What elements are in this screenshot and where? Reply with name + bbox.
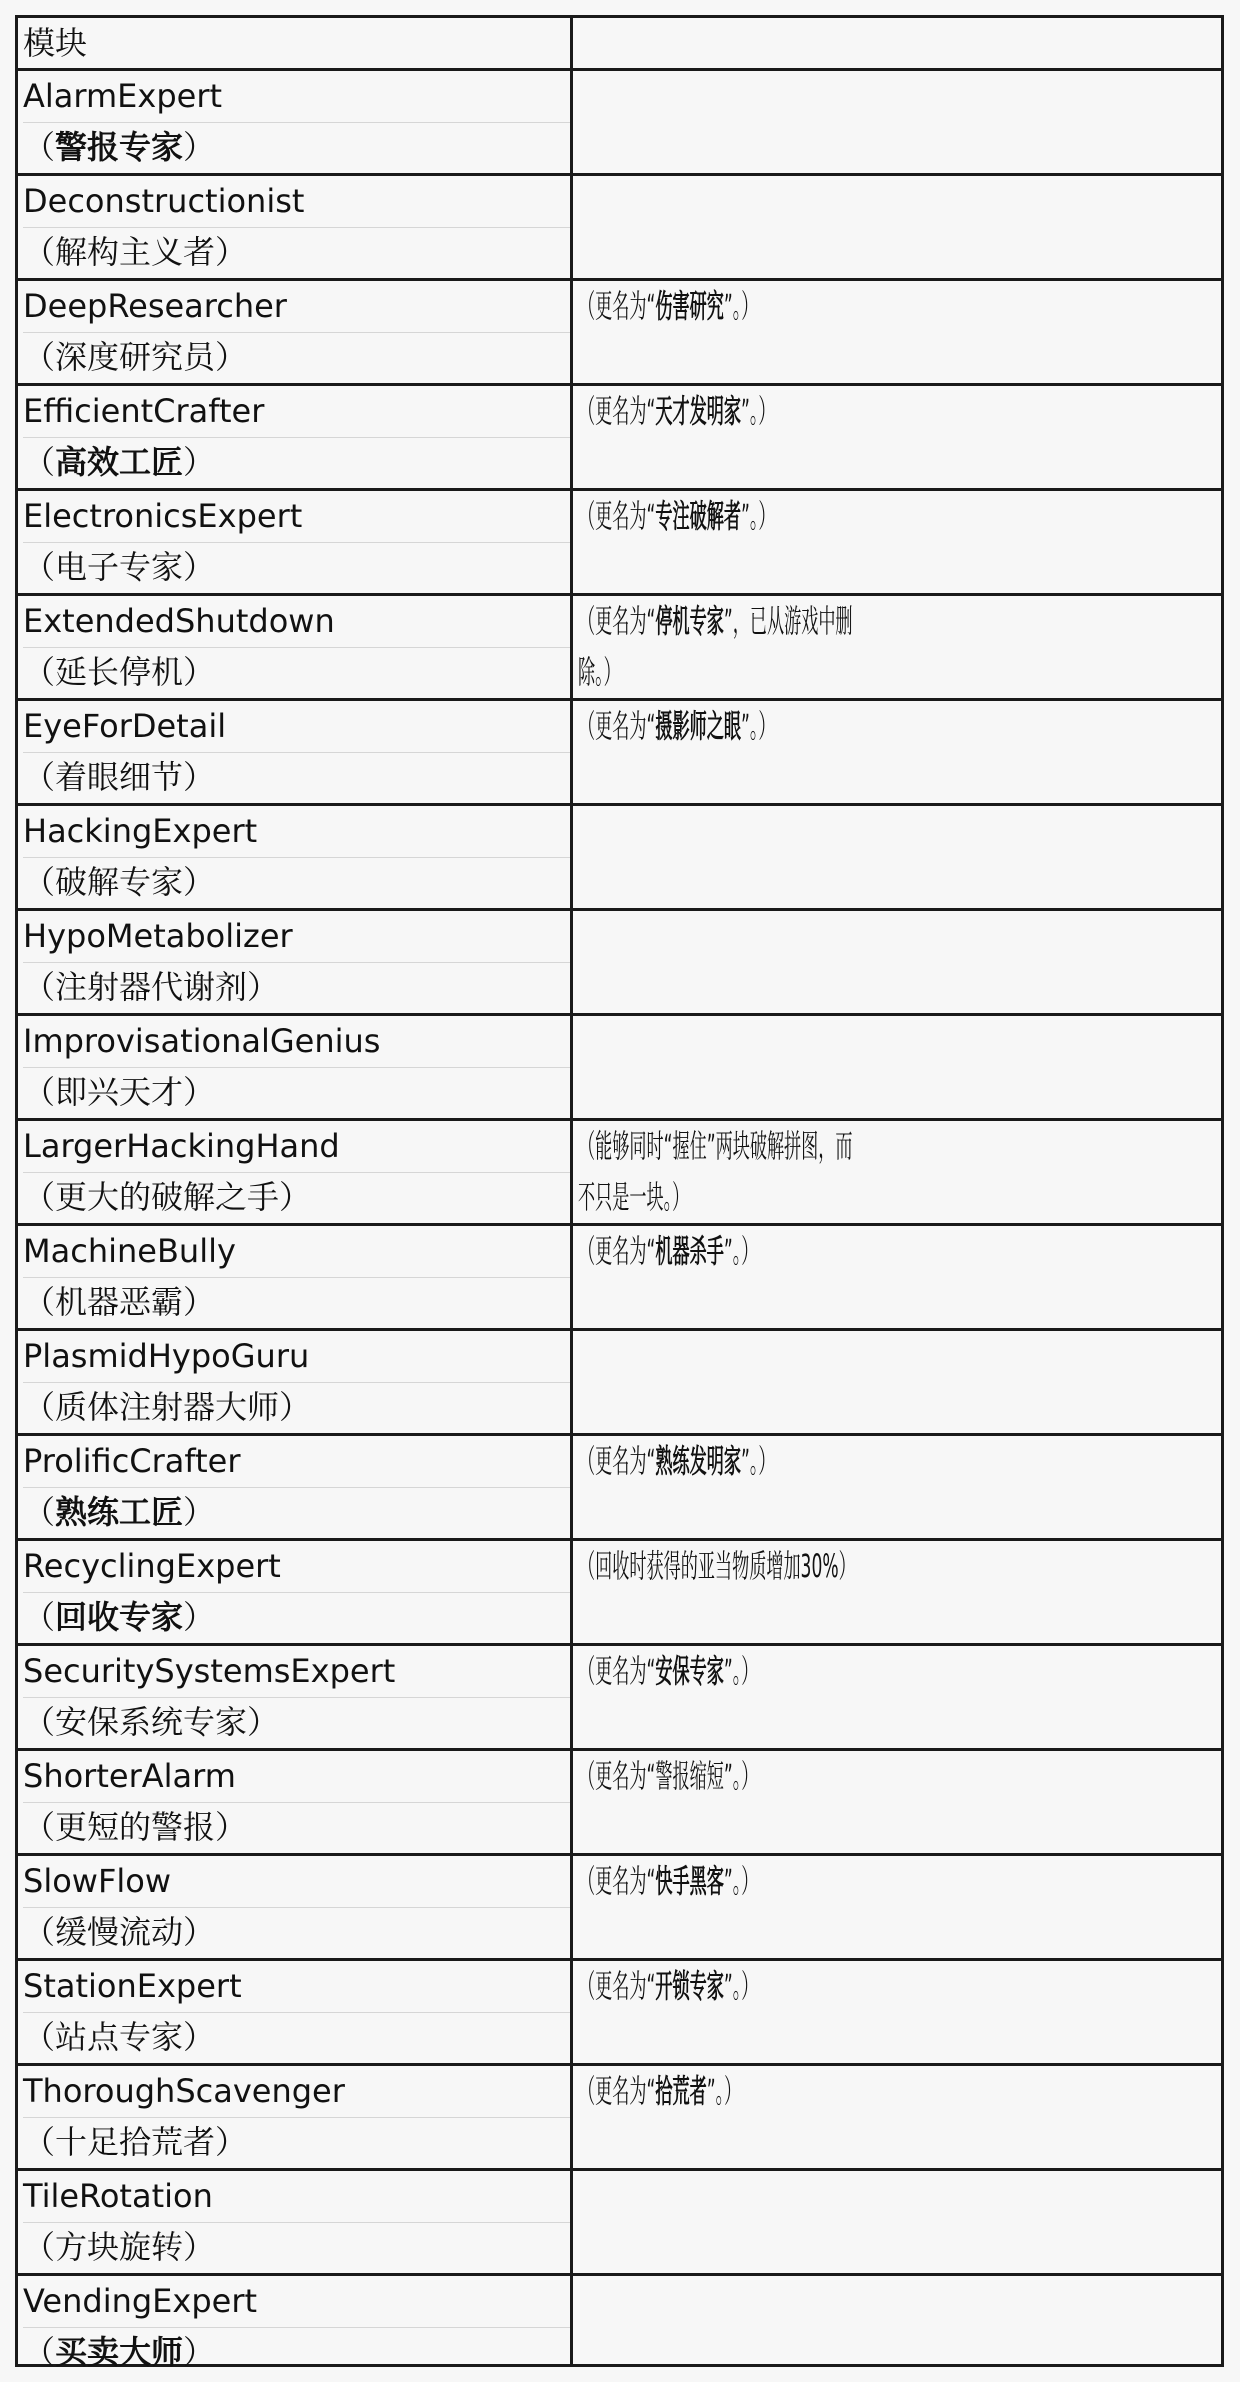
module-chinese-name xyxy=(23,647,570,698)
module-english-name: ExtendedShutdown xyxy=(23,596,570,648)
note-line-1 xyxy=(578,596,1225,647)
module-chinese-name xyxy=(23,857,570,908)
module-english-name: ElectronicsExpert xyxy=(23,491,570,543)
module-cell xyxy=(18,2066,570,2168)
module-cell xyxy=(18,701,570,803)
chinese-name-post: ） xyxy=(183,443,216,481)
note-pre: （更名为“ xyxy=(578,1232,656,1270)
table-row xyxy=(18,1118,1221,1223)
note-text xyxy=(578,491,1225,542)
module-english-name: DeepResearcher xyxy=(23,281,570,333)
table-row xyxy=(18,1853,1221,1958)
header-cell-module xyxy=(18,18,570,68)
module-english-name: TileRotation xyxy=(23,2171,570,2223)
note-pre: （能够同时“握住”两块破解拼图，而 xyxy=(578,1127,853,1165)
module-cell xyxy=(18,491,570,593)
chinese-name-pre: （更短的警报） xyxy=(23,1808,248,1846)
module-cell xyxy=(18,1856,570,1958)
module-english-name: RecyclingExpert xyxy=(23,1541,570,1593)
note-cell xyxy=(573,386,1221,488)
chinese-name-post: ） xyxy=(183,128,216,166)
note-post: ”。） xyxy=(723,1862,759,1900)
chinese-name-pre: （深度研究员） xyxy=(23,338,248,376)
note-text xyxy=(578,386,1225,437)
module-cell xyxy=(18,2276,570,2378)
module-cell xyxy=(18,1226,570,1328)
note-cell xyxy=(573,1436,1221,1538)
note-cell xyxy=(573,2066,1221,2168)
table-row xyxy=(18,383,1221,488)
note-text xyxy=(578,1436,1225,1487)
note-cell xyxy=(573,2276,1221,2378)
note-cell xyxy=(573,1751,1221,1853)
note-cell xyxy=(573,2171,1221,2273)
module-english-name: LargerHackingHand xyxy=(23,1121,570,1173)
module-english-name: ImprovisationalGenius xyxy=(23,1016,570,1068)
table-row xyxy=(18,1433,1221,1538)
module-english-name: PlasmidHypoGuru xyxy=(23,1331,570,1383)
note-text xyxy=(578,1646,1225,1697)
note-line-1 xyxy=(578,2066,1225,2117)
module-english-name: ThoroughScavenger xyxy=(23,2066,570,2118)
note-cell xyxy=(573,806,1221,908)
module-chinese-name xyxy=(23,437,570,488)
note-pre: （更名为“ xyxy=(578,1862,656,1900)
note-cell xyxy=(573,701,1221,803)
module-english-name: EfficientCrafter xyxy=(23,386,570,438)
table-row xyxy=(18,2273,1221,2378)
table-row xyxy=(18,1538,1221,1643)
note-bold: 机器杀手 xyxy=(655,1232,724,1270)
note-cell xyxy=(573,1226,1221,1328)
note-pre: （更名为“ xyxy=(578,707,656,745)
module-chinese-name xyxy=(23,1592,570,1643)
module-english-name: HypoMetabolizer xyxy=(23,911,570,963)
chinese-name-pre: （方块旋转） xyxy=(23,2228,216,2266)
note-text xyxy=(578,1856,1225,1907)
chinese-name-bold: 熟练工匠 xyxy=(55,1493,184,1531)
chinese-name-pre: （即兴天才） xyxy=(23,1073,216,1111)
module-cell xyxy=(18,1436,570,1538)
module-chinese-name xyxy=(23,2222,570,2273)
chinese-name-post: ） xyxy=(183,1493,216,1531)
note-pre: （更名为“警报缩短”。） xyxy=(578,1757,759,1795)
chinese-name-pre: （机器恶霸） xyxy=(23,1283,216,1321)
note-pre: （更名为“ xyxy=(578,1652,656,1690)
table-row xyxy=(18,1748,1221,1853)
note-cell xyxy=(573,491,1221,593)
note-cell xyxy=(573,1331,1221,1433)
chinese-name-pre: （延长停机） xyxy=(23,653,216,691)
header-notes-label xyxy=(578,18,1221,68)
table-row xyxy=(18,68,1221,173)
note-text xyxy=(578,1121,1225,1223)
module-english-name: EyeForDetail xyxy=(23,701,570,753)
table-row xyxy=(18,278,1221,383)
module-english-name: HackingExpert xyxy=(23,806,570,858)
note-bold: 拾荒者 xyxy=(655,2072,707,2110)
module-cell xyxy=(18,386,570,488)
chinese-name-bold: 高效工匠 xyxy=(55,443,184,481)
module-chinese-name xyxy=(23,332,570,383)
note-line-1 xyxy=(578,1751,1225,1802)
module-cell xyxy=(18,1646,570,1748)
note-pre: （回收时获得的亚当物质增加30%） xyxy=(578,1547,856,1585)
note-bold: 停机专家 xyxy=(655,602,724,640)
module-chinese-name xyxy=(23,752,570,803)
note-bold: 摄影师之眼 xyxy=(655,707,741,745)
chinese-name-post: ） xyxy=(183,2333,216,2371)
module-cell xyxy=(18,806,570,908)
note-cell xyxy=(573,71,1221,173)
note-line-1 xyxy=(578,1226,1225,1277)
module-cell xyxy=(18,1016,570,1118)
note-text xyxy=(578,1961,1225,2012)
module-chinese-name xyxy=(23,962,570,1013)
note-pre: （更名为“ xyxy=(578,392,656,430)
table-row xyxy=(18,173,1221,278)
note-text xyxy=(578,1751,1225,1802)
module-chinese-name xyxy=(23,542,570,593)
module-cell xyxy=(18,176,570,278)
module-chinese-name xyxy=(23,1382,570,1433)
module-chinese-name xyxy=(23,1172,570,1223)
note-pre: （更名为“ xyxy=(578,1442,656,1480)
note-text xyxy=(578,701,1225,752)
note-line-1 xyxy=(578,1961,1225,2012)
note-post: ”。） xyxy=(723,1232,759,1270)
module-cell xyxy=(18,2171,570,2273)
note-post: ”。） xyxy=(723,1652,759,1690)
chinese-name-pre: （ xyxy=(23,128,56,166)
note-line-1 xyxy=(578,1541,1225,1592)
chinese-name-pre: （质体注射器大师） xyxy=(23,1388,312,1426)
note-bold: 熟练发明家 xyxy=(655,1442,741,1480)
note-post: ”，已从游戏中删 xyxy=(723,602,853,640)
note-line-1 xyxy=(578,1436,1225,1487)
module-chinese-name xyxy=(23,1697,570,1748)
note-text xyxy=(578,1541,1225,1592)
module-english-name: SecuritySystemsExpert xyxy=(23,1646,570,1698)
module-chinese-name xyxy=(23,2012,570,2063)
note-line-1 xyxy=(578,386,1225,437)
module-english-name: StationExpert xyxy=(23,1961,570,2013)
note-line-2: 不只是一块。） xyxy=(578,1178,690,1216)
module-english-name: AlarmExpert xyxy=(23,71,570,123)
module-english-name: MachineBully xyxy=(23,1226,570,1278)
module-chinese-name xyxy=(23,1067,570,1118)
note-text xyxy=(578,1226,1225,1277)
note-cell xyxy=(573,1541,1221,1643)
module-chinese-name xyxy=(23,1487,570,1538)
note-cell xyxy=(573,1856,1221,1958)
table-row xyxy=(18,1223,1221,1328)
note-post: ”。） xyxy=(740,707,776,745)
note-post: ”。） xyxy=(706,2072,742,2110)
note-bold: 快手黑客 xyxy=(655,1862,724,1900)
note-cell xyxy=(573,1961,1221,2063)
module-chinese-name xyxy=(23,2327,570,2378)
note-cell xyxy=(573,1121,1221,1223)
module-english-name: ShorterAlarm xyxy=(23,1751,570,1803)
table-row xyxy=(18,2063,1221,2168)
note-cell xyxy=(573,911,1221,1013)
chinese-name-pre: （电子专家） xyxy=(23,548,216,586)
module-cell xyxy=(18,1121,570,1223)
note-line-1 xyxy=(578,281,1225,332)
note-bold: 安保专家 xyxy=(655,1652,724,1690)
table-row xyxy=(18,593,1221,698)
note-bold: 开锁专家 xyxy=(655,1967,724,2005)
chinese-name-pre: （注射器代谢剂） xyxy=(23,968,280,1006)
table-header-row xyxy=(18,18,1221,68)
note-cell xyxy=(573,1016,1221,1118)
note-post: ”。） xyxy=(740,392,776,430)
chinese-name-pre: （解构主义者） xyxy=(23,233,248,271)
note-bold: 伤害研究 xyxy=(655,287,724,325)
note-pre: （更名为“ xyxy=(578,287,656,325)
note-bold: 专注破解者 xyxy=(655,497,741,535)
chinese-name-post: ） xyxy=(183,1598,216,1636)
chinese-name-pre: （着眼细节） xyxy=(23,758,216,796)
chinese-name-pre: （ xyxy=(23,1493,56,1531)
note-pre: （更名为“ xyxy=(578,497,656,535)
module-table xyxy=(15,15,1224,2371)
chinese-name-pre: （ xyxy=(23,1598,56,1636)
note-pre: （更名为“ xyxy=(578,602,656,640)
module-cell xyxy=(18,71,570,173)
chinese-name-pre: （破解专家） xyxy=(23,863,216,901)
note-post: ”。） xyxy=(723,1967,759,2005)
module-cell xyxy=(18,911,570,1013)
table-row xyxy=(18,1958,1221,2063)
note-text xyxy=(578,596,1225,698)
module-english-name: SlowFlow xyxy=(23,1856,570,1908)
chinese-name-pre: （站点专家） xyxy=(23,2018,216,2056)
header-cell-notes xyxy=(573,18,1221,68)
module-cell xyxy=(18,1541,570,1643)
note-post: ”。） xyxy=(740,497,776,535)
chinese-name-bold: 回收专家 xyxy=(55,1598,184,1636)
module-chinese-name xyxy=(23,122,570,173)
note-cell xyxy=(573,1646,1221,1748)
note-line-1 xyxy=(578,491,1225,542)
note-line-2: 除。） xyxy=(578,653,621,691)
chinese-name-pre: （缓慢流动） xyxy=(23,1913,216,1951)
module-english-name: ProlificCrafter xyxy=(23,1436,570,1488)
chinese-name-pre: （ xyxy=(23,443,56,481)
note-line-1 xyxy=(578,1646,1225,1697)
note-post: ”。） xyxy=(723,287,759,325)
note-pre: （更名为“ xyxy=(578,1967,656,2005)
note-post: ”。） xyxy=(740,1442,776,1480)
header-label: 模块 xyxy=(23,24,88,62)
chinese-name-pre: （更大的破解之手） xyxy=(23,1178,312,1216)
note-text xyxy=(578,2066,1225,2117)
chinese-name-pre: （ xyxy=(23,2333,56,2371)
table-row xyxy=(18,1643,1221,1748)
note-cell xyxy=(573,176,1221,278)
table-row xyxy=(18,803,1221,908)
table-row xyxy=(18,908,1221,1013)
note-line-1 xyxy=(578,701,1225,752)
table-row xyxy=(18,2168,1221,2273)
note-line-1 xyxy=(578,1121,1225,1172)
module-cell xyxy=(18,1961,570,2063)
note-bold: 天才发明家 xyxy=(655,392,741,430)
module-english-name: VendingExpert xyxy=(23,2276,570,2328)
note-cell xyxy=(573,596,1221,698)
module-chinese-name xyxy=(23,1277,570,1328)
module-chinese-name xyxy=(23,1907,570,1958)
note-text xyxy=(578,281,1225,332)
module-cell xyxy=(18,1331,570,1433)
note-line-1 xyxy=(578,1856,1225,1907)
table-row xyxy=(18,698,1221,803)
note-cell xyxy=(573,281,1221,383)
table-row xyxy=(18,488,1221,593)
table-row xyxy=(18,1013,1221,1118)
module-chinese-name xyxy=(23,227,570,278)
module-cell xyxy=(18,281,570,383)
module-english-name: Deconstructionist xyxy=(23,176,570,228)
table-row xyxy=(18,1328,1221,1433)
chinese-name-bold: 警报专家 xyxy=(55,128,184,166)
chinese-name-pre: （安保系统专家） xyxy=(23,1703,280,1741)
module-cell xyxy=(18,1751,570,1853)
note-pre: （更名为“ xyxy=(578,2072,656,2110)
chinese-name-pre: （十足拾荒者） xyxy=(23,2123,248,2161)
module-chinese-name xyxy=(23,2117,570,2168)
chinese-name-bold: 买卖大师 xyxy=(55,2333,184,2371)
module-chinese-name xyxy=(23,1802,570,1853)
module-cell xyxy=(18,596,570,698)
